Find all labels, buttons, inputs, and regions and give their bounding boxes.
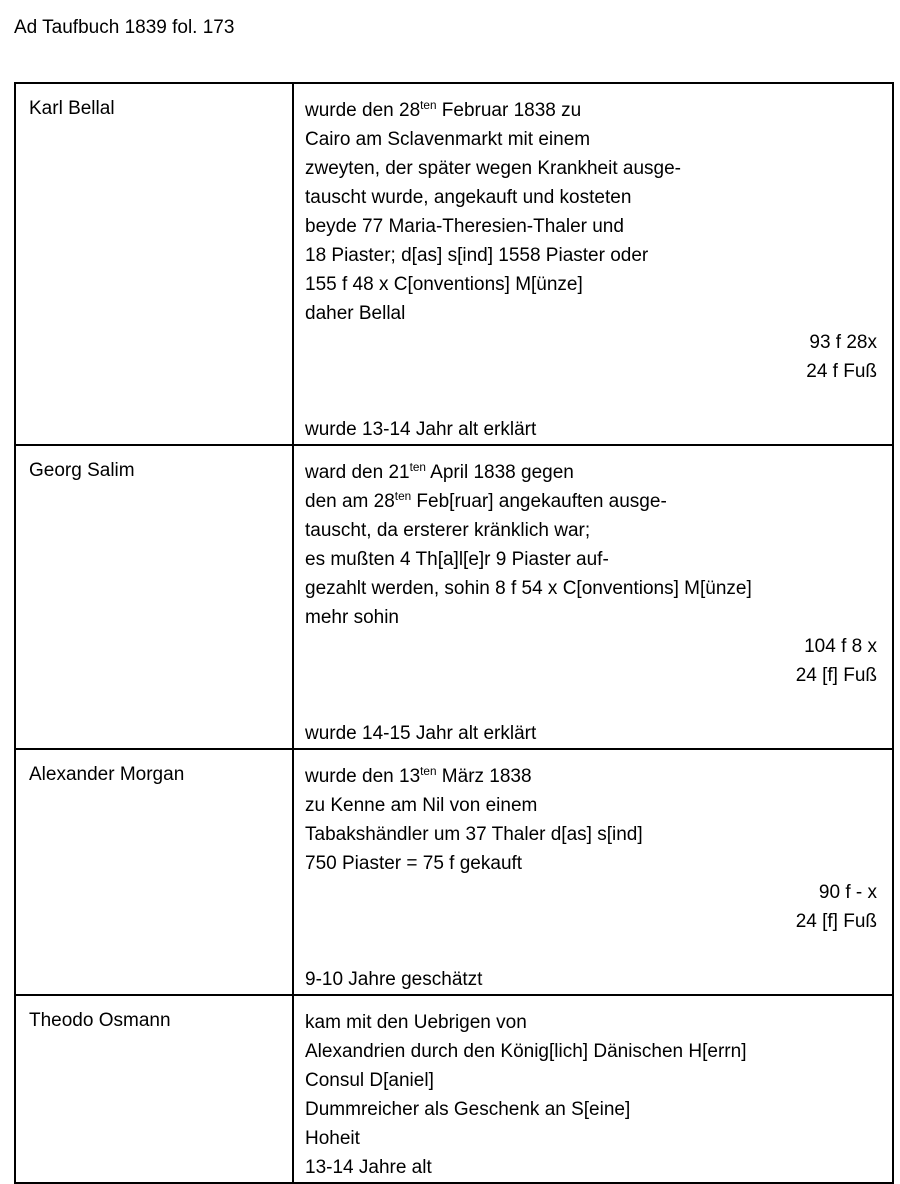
table-row (15, 445, 893, 749)
entry-line: Dummreicher als Geschenk an S[eine] (305, 1099, 631, 1120)
entry-body (294, 84, 892, 444)
amount-line: 24 f Fuß (806, 361, 877, 382)
ordinal-suffix: ten (409, 461, 426, 475)
entry-line: wurde den $28^{ten}$ Februar 1838 zu (305, 99, 582, 121)
entry-cell (293, 995, 893, 1183)
entry-line: 18 Piaster; d[as] s[ind] 1558 Piaster oder (305, 245, 649, 266)
entry-line: Tabakshändler um 37 Thaler d[as] s[ind] (305, 824, 643, 845)
amount-block (305, 878, 882, 936)
amount-line: 90 f - x (818, 882, 877, 903)
entry-line: 155 f 48 x C[onventions] M[ünze] (305, 274, 583, 295)
name-cell (15, 749, 293, 995)
person-name: Georg Salim (29, 460, 135, 481)
age-statement: 9-10 Jahre geschätzt (305, 969, 483, 990)
entry-line: es mußten 4 Th[a]l[e]r 9 Piaster auf- (305, 549, 609, 570)
entry-line: Cairo am Sclavenmarkt mit einem (305, 129, 591, 150)
entry-line: gezahlt werden, sohin 8 f 54 x C[onventions] M[ünze] (305, 578, 752, 599)
entry-body (294, 996, 892, 1182)
ordinal-suffix: ten (420, 765, 437, 779)
name-cell (15, 995, 293, 1183)
entry-body (294, 750, 892, 994)
ordinal-suffix: ten (420, 99, 437, 113)
entry-line: zweyten, der später wegen Krankheit ausge- (305, 158, 681, 179)
name-cell (15, 83, 293, 445)
person-name: Karl Bellal (29, 98, 115, 119)
amount-line: 93 f 28x (809, 332, 877, 353)
page-title: Ad Taufbuch 1839 fol. 173 (14, 17, 235, 38)
entry-line: tauscht wurde, angekauft und kosteten (305, 187, 632, 208)
entry-line: Consul D[aniel] (305, 1070, 434, 1091)
entry-line: 13-14 Jahre alt (305, 1157, 432, 1178)
spacer (305, 936, 882, 965)
entry-line: zu Kenne am Nil von einem (305, 795, 538, 816)
entry-line: wurde den $13^{ten}$ März 1838 (305, 765, 532, 787)
entry-line: Alexandrien durch den König[lich] Dänischen H[errn] (305, 1041, 747, 1062)
entry-body (294, 446, 892, 748)
entry-line: beyde 77 Maria-Theresien-Thaler und (305, 216, 624, 237)
name-cell (15, 445, 293, 749)
entry-line: daher Bellal (305, 303, 406, 324)
amount-line: 104 f 8 x (804, 636, 877, 657)
entry-line: 750 Piaster = 75 f gekauft (305, 853, 523, 874)
entry-line: tauscht, da ersterer kränklich war; (305, 520, 591, 541)
person-name: Theodo Osmann (29, 1010, 171, 1031)
entry-cell (293, 83, 893, 445)
entry-line: ward den $21^{ten}$ April 1838 gegen (305, 461, 574, 483)
entry-line: kam mit den Uebrigen von (305, 1012, 527, 1033)
entry-cell (293, 445, 893, 749)
baptism-register-table (14, 82, 894, 1184)
entry-cell (293, 749, 893, 995)
ordinal-suffix: ten (394, 490, 412, 504)
spacer (305, 386, 882, 415)
table-row (15, 995, 893, 1183)
entry-line: mehr sohin (305, 607, 399, 628)
amount-block (305, 632, 882, 690)
table-row (15, 749, 893, 995)
amount-line: 24 [f] Fuß (795, 665, 877, 686)
entry-line: Hoheit (305, 1128, 360, 1149)
age-statement: wurde 13-14 Jahr alt erklärt (305, 419, 537, 440)
amount-line: 24 [f] Fuß (795, 911, 877, 932)
amount-block (305, 328, 882, 386)
person-name: Alexander Morgan (29, 764, 185, 785)
entry-line: den am $28^{ten}$ Feb[ruar] angekauften ausge- (305, 490, 667, 512)
age-statement: wurde 14-15 Jahr alt erklärt (305, 723, 537, 744)
spacer (305, 690, 882, 719)
table-row (15, 83, 893, 445)
